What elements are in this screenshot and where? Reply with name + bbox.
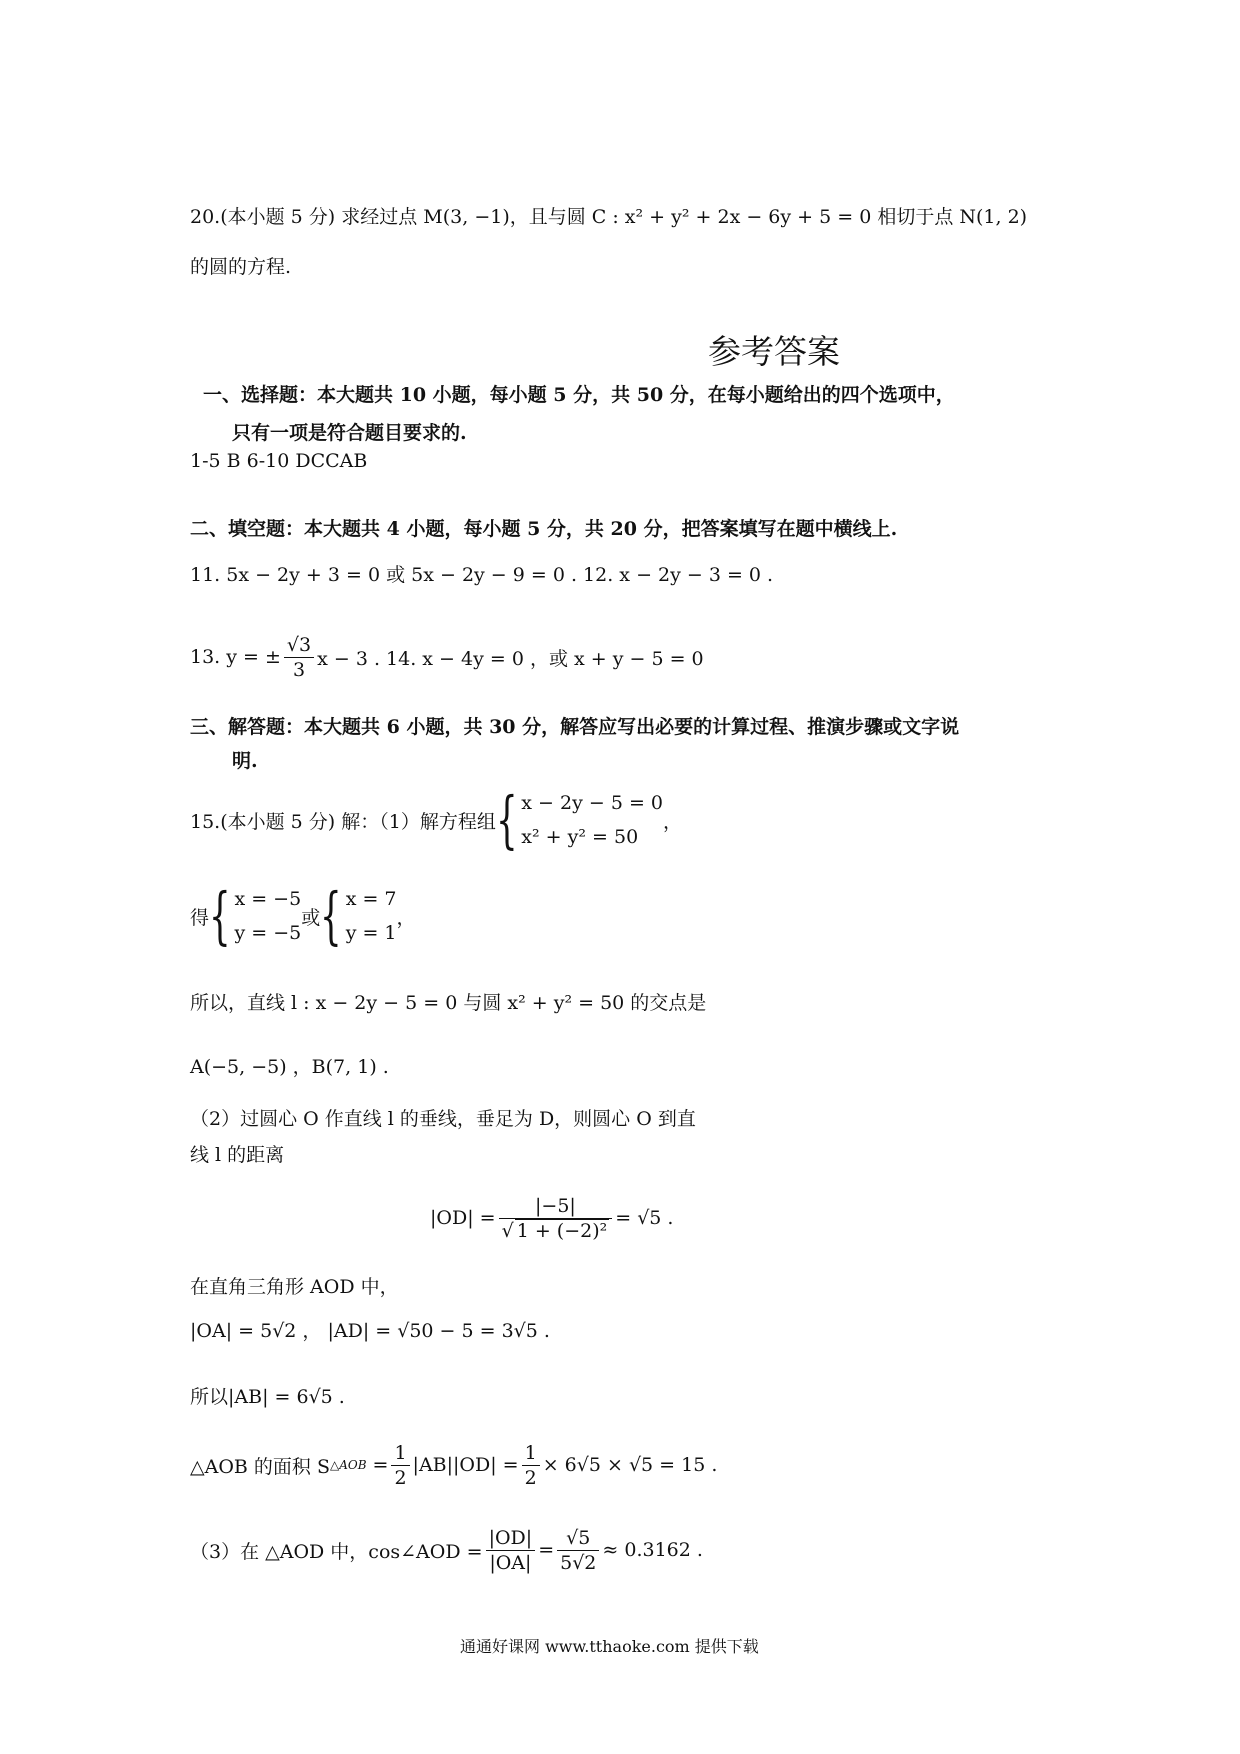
area-end: × 6√5 × √5 = 15 . [542,1454,718,1476]
section-2-heading: 二、填空题：本大题共 4 小题，每小题 5 分，共 20 分，把答案填写在题中横线上. [190,518,898,540]
area-equals: = [372,1454,389,1476]
area-prefix: △AOB 的面积 S [190,1455,330,1478]
part-2-line-2: 线 l 的距离 [190,1144,285,1166]
solution-15-intro: 15.(本小题 5 分) 解：（1）解方程组 [190,810,496,833]
od-lhs: |OD| = [430,1207,496,1229]
solution-2-x: x = 7 [345,888,397,910]
section-3-heading-line-2: 明. [232,750,258,772]
intersection-text: 所以，直线 l : x − 2y − 5 = 0 与圆 x² + y² = 50 的交点是 [190,992,707,1014]
system-equation-1: x − 2y − 5 = 0 [521,792,664,814]
section-3-heading-line-1: 三、解答题：本大题共 6 小题，共 30 分，解答应写出必要的计算过程、推演步骤或文字说 [190,716,960,738]
od-formula [430,1170,673,1266]
left-brace-icon: { [209,879,231,952]
solution-15-intro-row [190,782,682,858]
solution-1-y: y = −5 [234,922,302,944]
solution-2-y: y = 1 [345,922,397,944]
cos-fraction-1 [486,1527,536,1574]
cos-result: ≈ 0.3162 . [602,1539,703,1561]
answer-title: 参考答案 [708,332,840,371]
de-label: 得 [190,906,210,929]
half-denominator-1: 2 [394,1466,407,1489]
solutions-row [190,878,416,954]
section-1-heading-line-2: 只有一项是符合题目要求的. [232,422,467,444]
question-20-line-2: 的圆的方程. [190,256,292,278]
part-2-line-1: （2）过圆心 O 作直线 l 的垂线，垂足为 D，则圆心 O 到直 [190,1108,696,1130]
od-denominator: √ 1 + (−2)² [501,1219,608,1242]
od-fraction [499,1195,613,1242]
answer-13-prefix: 13. y = ± [190,646,281,668]
od-numerator: |−5| [499,1195,613,1219]
ab-formula: 所以|AB| = 6√5 . [190,1386,345,1408]
solutions-comma: ， [396,906,416,929]
cos-fraction-2 [557,1527,599,1574]
answer-13-numerator: √3 [284,634,314,658]
half-fraction-2 [522,1442,540,1489]
half-fraction-1 [391,1442,409,1489]
cos-denominator-1: |OA| [489,1551,532,1574]
solution-system-1 [234,882,301,950]
half-denominator-2: 2 [524,1466,537,1489]
solution-1-x: x = −5 [234,888,302,910]
question-20-line-1 [190,202,1027,229]
system-equation-2: x² + y² = 50 [521,826,639,848]
left-brace-icon: { [495,783,518,856]
area-middle: |AB||OD| = [412,1454,519,1476]
answer-11-12: 11. 5x − 2y + 3 = 0 或 5x − 2y − 9 = 0 . 12. x − 2y − 3 = 0 . [190,564,774,586]
cos-numerator-2: √5 [557,1527,599,1551]
page-footer: 通通好课网 www.tthaoke.com 提供下载 [460,1637,759,1656]
od-denominator-radicand: 1 + (−2)² [516,1219,608,1242]
answer-13-suffix: x − 3 . 14. x − 4y = 0 ，或 x + y − 5 = 0 [317,647,704,670]
intersection-points: A(−5, −5) ，B(7, 1) . [190,1056,389,1078]
answer-13-denominator: 3 [292,658,306,681]
cos-denominator-2: 5√2 [560,1551,597,1574]
answer-13-fraction [284,634,314,681]
area-formula: △AOB 的面积 S △AOB = $\frac{1}{2}$ |AB||OD| = $\frac{1}{2}$ × 6√5 × √5 = 15 . [190,1441,718,1489]
left-brace-icon: { [320,879,342,952]
huo-label: 或 [301,906,321,929]
answer-13-14 [190,622,704,692]
section-1-answers: 1-5 B 6-10 DCCAB [190,450,368,472]
cos-numerator-1: |OD| [486,1527,536,1551]
section-1-heading-line-1: 一、选择题：本大题共 10 小题，每小题 5 分，共 50 分，在每小题给出的四个选项中， [203,384,955,406]
system-comma: ， [663,810,683,833]
part-3-prefix: （3）在 △AOD 中，cos∠AOD = [190,1540,483,1563]
part-3-formula [190,1510,703,1590]
cos-equals: = [538,1539,555,1561]
question-20-text: 20.(本小题 5 分) 求经过点 M(3, −1)，且与圆 C : x² + y² + 2x − 6y + 5 = 0 相切于点 N(1, 2) [190,206,1028,228]
solution-system-2 [346,882,397,950]
oa-ad-formula: |OA| = 5√2 ， |AD| = √50 − 5 = 3√5 . [190,1320,550,1342]
half-numerator-1: 1 [391,1442,409,1466]
half-numerator-2: 1 [522,1442,540,1466]
equation-system [521,786,663,854]
right-triangle-text: 在直角三角形 AOD 中， [190,1276,399,1298]
od-rhs: = √5 . [615,1207,674,1229]
